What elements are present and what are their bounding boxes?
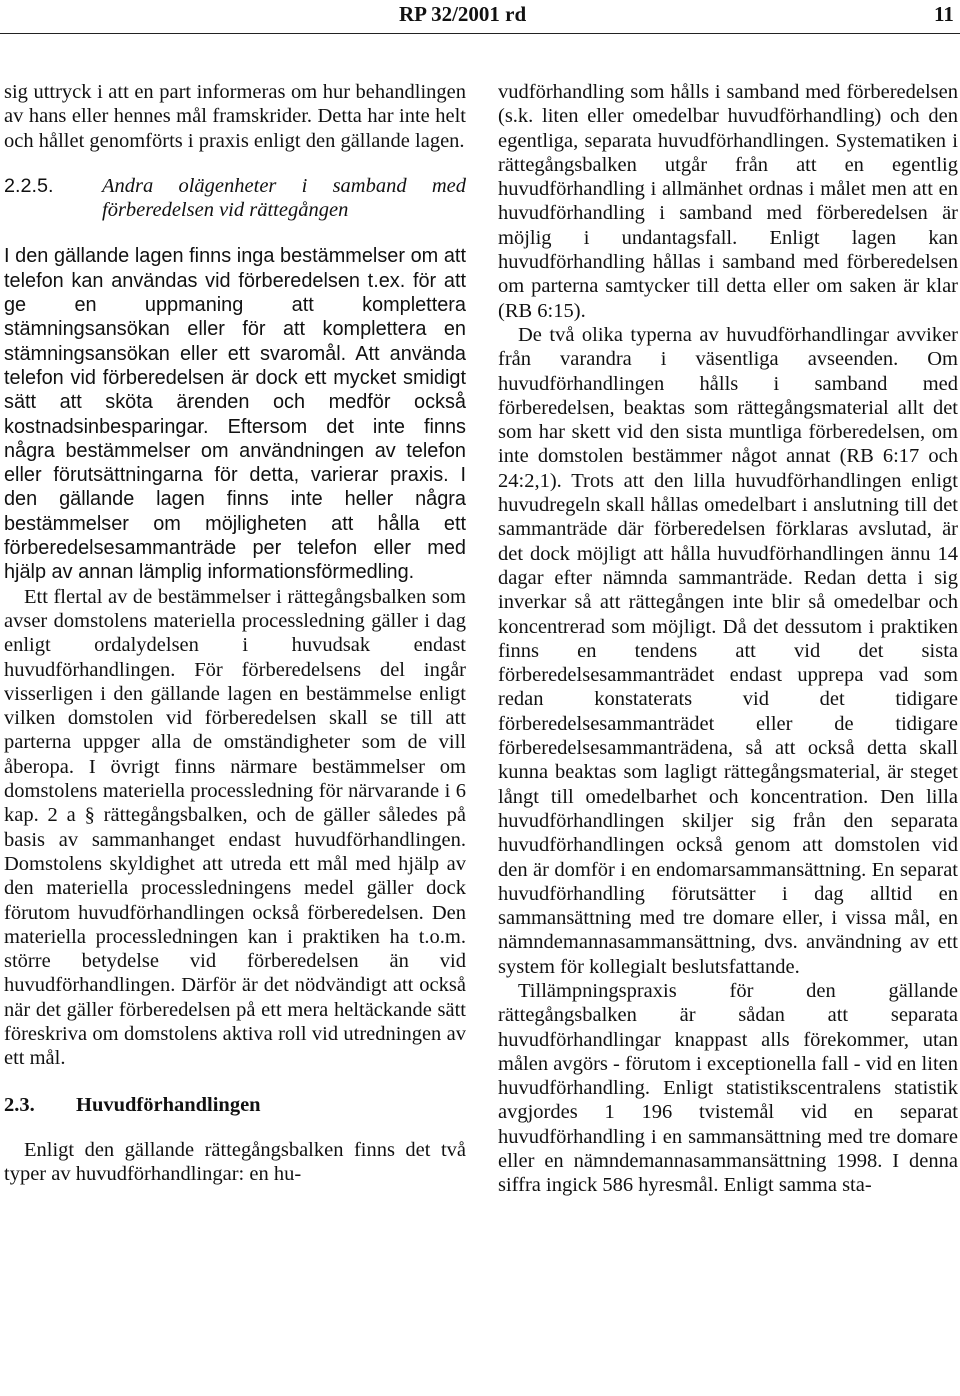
page-number: 11	[934, 2, 954, 26]
header-rule	[0, 33, 960, 34]
left-column	[4, 80, 466, 1186]
section-number: 2.3.	[4, 1093, 35, 1116]
section-heading-2-2-5	[4, 174, 466, 223]
section-number: 2.2.5.	[4, 174, 54, 197]
paragraph: I den gällande lagen finns inga bestämmelser om att telefon kan användas vid förberedelsen t.ex. för att ge en uppmaning att komplettera stämningsansökan eller för att komplettera en stämningsansökan eller ett svaromål. Att använda telefon vid förberedelsen är dock ett mycket smidigt sätt att sköta ärenden och medför också kostnadsinbesparingar. Eftersom det inte finns några bestämmelser om användningen av telefon eller förutsättningarna för detta, varierar praxis. I den gällande lagen finns inte heller några bestämmelser om möjligheten att hålla ett förberedelsesammanträde per telefon eller med hjälp av annan lämplig informationsförmedling.	[4, 245, 466, 584]
paragraph: Tillämpningspraxis för den gällande rättegångsbalken är sådan att separata huvudförhandlingar knappast alls förekommer, utan målen avgörs - förutom i exceptionella fall - vid en liten huvudförhandling. Enligt statistikscentralens statistik avgjordes 1 196 tvistemål vid en separat huvudförhandling i en sammansättning med tre domare eller en nämndemannasammansättning 1998. I denna siffra ingick 586 hyresmål. Enligt samma sta-	[498, 979, 958, 1197]
paragraph: De två olika typerna av huvudförhandlingar avviker från varandra i väsentliga avseenden. Om huvudförhandlingen hålls i samband med förberedelsen, beaktas som rättegångsmaterial allt det som har skett vid den sista muntliga förberedelsen, om inte domstolen bestämmer något annat (RB 6:17 och 24:2,1). Trots att den lilla huvudförhandlingen enligt huvudregeln skall hållas omedelbart i anslutning till det sammanträde där förberedelsen förklaras avslutad, är det dock möjligt att hålla huvudförhandlingen ännu 14 dagar efter nämnda sammanträde. Redan detta i sig inverkar så att rättegången inte blir så omedelbar och koncentrerad som möjligt. Då det dessutom i praktiken finns en tendens att vid det sista förberedelsesammanträdet endast upprepa vad som redan konstaterats vid det tidigare förberedelsesammanträdet eller de tidigare förberedelsesammanträdena, så att också detta skall kunna beaktas som lagligt rättegångsmaterial, är steget långt till omedelbarhet och koncentration. Den lilla huvudförhandlingen skiljer sig från den separata huvudförhandlingen också genom att domstolen vid den är domför i en endomarsammansättning. En separat huvudförhandling förutsätter i dag alltid en sammansättning med tre domare eller, i vissa mål, en nämndemannasammansättning, dvs. användning av ett system för kollegialt beslutsfattande.	[498, 323, 958, 978]
paragraph: Enligt den gällande rättegångsbalken finns det två typer av huvudförhandlingar: en hu-	[4, 1138, 466, 1186]
section-heading-2-3	[4, 1093, 466, 1117]
paragraph: Ett flertal av de bestämmelser i rättegångsbalken som avser domstolens materiella processledning gäller i dag enligt ordalydelsen i huvudsak endast huvudförhandlingen. För förberedelsens del ingår visserligen i den gällande lagen en bestämmelse enligt vilken domstolen vid förberedelsen skall se till att parterna uppger alla de omständigheter som de vill åberopa. I övrigt finns närmare bestämmelser om domstolens materiella processledning för närvarande i 6 kap. 2 a § rättegångsbalken, och de gäller således på basis av sammanhanget endast huvudförhandlingen. Domstolens skyldighet att utreda ett mål med hjälp av den materiella processledningens medel gäller dock förutom huvudförhandlingen också förberedelsen. Den materiella processledningen kan i praktiken ha t.o.m. större betydelse vid förberedelsen än vid huvudförhandlingen. Därför är det nödvändigt att också när det gäller förberedelsen på ett mera heltäckande sätt föreskriva om domstolens aktiva roll vid utredningen av ett mål.	[4, 585, 466, 1070]
section-title: Andra olägenheter i samband med förberedelsen vid rättegången	[102, 174, 466, 222]
page-header	[0, 0, 960, 34]
right-column	[498, 80, 958, 1198]
intro-paragraph: sig uttryck i att en part informeras om hur behandlingen av hans eller hennes mål framskrider. Detta har inte helt och hållet genomförts i praxis enligt den gällande lagen.	[4, 81, 466, 152]
paragraph: vudförhandling som hålls i samband med förberedelsen (s.k. liten eller omedelbar huvudförhandling) och den egentliga, separata huvudförhandlingen. Systematiken i rättegångsbalken utgår från att en egentlig huvudförhandling i allmänhet ordnas i målet men att en huvudförhandling i samband med förberedelsen är möjlig i undantagsfall. Enligt lagen kan huvudförhandling hållas i samband med förberedelsen om parterna samtycker till detta eller om saken är klar (RB 6:15).	[498, 81, 958, 322]
section-title: Huvudförhandlingen	[76, 1093, 261, 1116]
document-title: RP 32/2001 rd	[399, 2, 527, 26]
